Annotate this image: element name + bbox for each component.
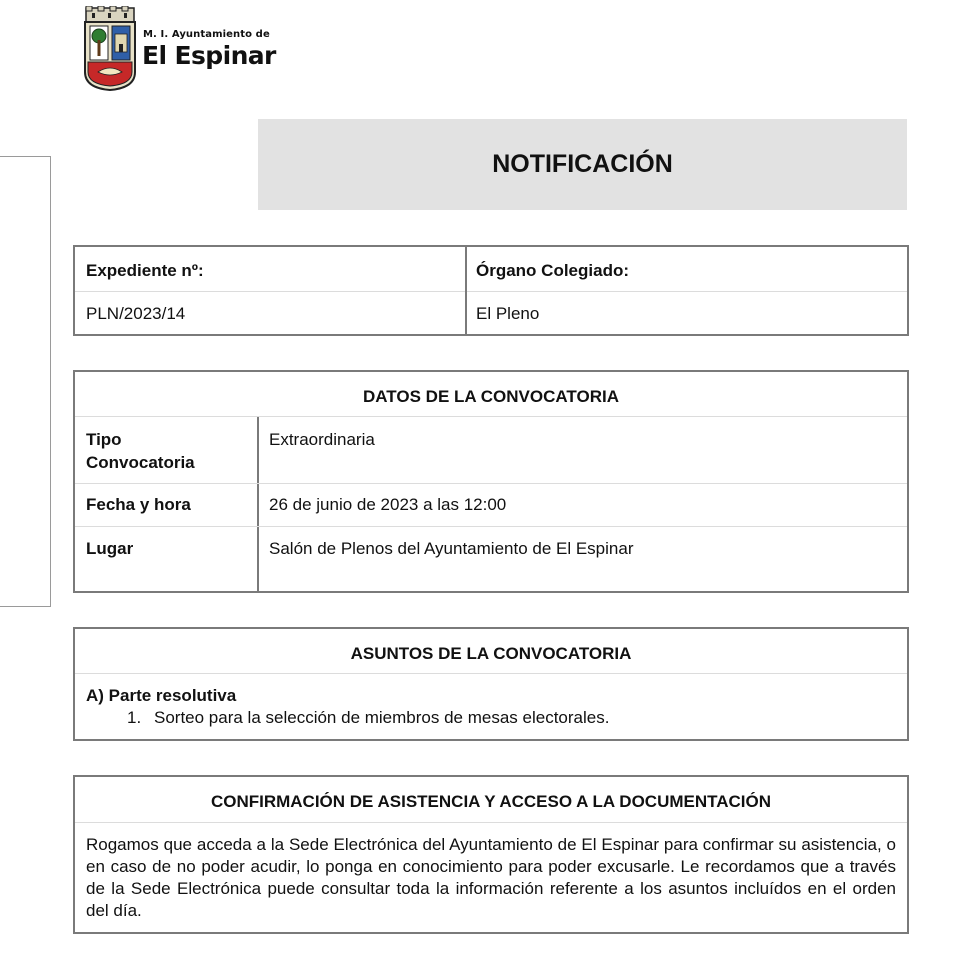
expediente-label: Expediente nº: [86,261,204,280]
title-band [258,119,907,210]
fecha-label: Fecha y hora [86,495,191,514]
expediente-table [73,245,909,336]
confirmacion-table [73,775,909,934]
list-item: Sorteo para la selección de miembros de mesas electorales. [154,708,610,727]
organo-label: Órgano Colegiado: [476,261,629,280]
parte-resolutiva-heading: A) Parte resolutiva [86,686,237,705]
row-divider [75,526,907,527]
margin-frame [0,156,51,607]
fecha-value: 26 de junio de 2023 a las 12:00 [269,495,507,514]
tipo-label-line1: Tipo [86,430,122,449]
coat-of-arms-icon [82,6,138,92]
row-divider [75,483,907,484]
expediente-value: PLN/2023/14 [86,304,186,323]
organo-value: El Pleno [476,304,540,323]
list-item-number: 1. [127,708,142,727]
row-divider [75,291,907,292]
confirmacion-heading: CONFIRMACIÓN DE ASISTENCIA Y ACCESO A LA DOCUMENTACIÓN [210,792,772,811]
row-divider [75,416,907,417]
asuntos-heading: ASUNTOS DE LA CONVOCATORIA [350,644,632,663]
org-name: El Espinar [142,41,276,70]
tipo-value: Extraordinaria [269,430,375,449]
asuntos-convocatoria-table [73,627,909,741]
lugar-value: Salón de Plenos del Ayuntamiento de El Espinar [269,539,634,558]
lugar-label: Lugar [86,539,134,558]
datos-convocatoria-table [73,370,909,593]
row-divider [75,673,907,674]
datos-heading: DATOS DE LA CONVOCATORIA [363,387,619,406]
confirmacion-body: Rogamos que acceda a la Sede Electrónica del Ayuntamiento de El Espinar para confirmar su asistencia, o en caso de no poder acudir, lo ponga en conocimiento para poder excusarle. Le recordamos que a través de la Sede Electrónica puede consultar toda la información referente a los asuntos incluídos en el orden del día. [86,835,896,920]
tipo-label-line2: Convocatoria [86,453,195,472]
page-title: NOTIFICACIÓN [492,150,673,178]
column-divider [257,417,259,591]
row-divider [75,822,907,823]
org-subtitle: M. I. Ayuntamiento de [143,29,270,40]
column-divider [465,247,467,334]
